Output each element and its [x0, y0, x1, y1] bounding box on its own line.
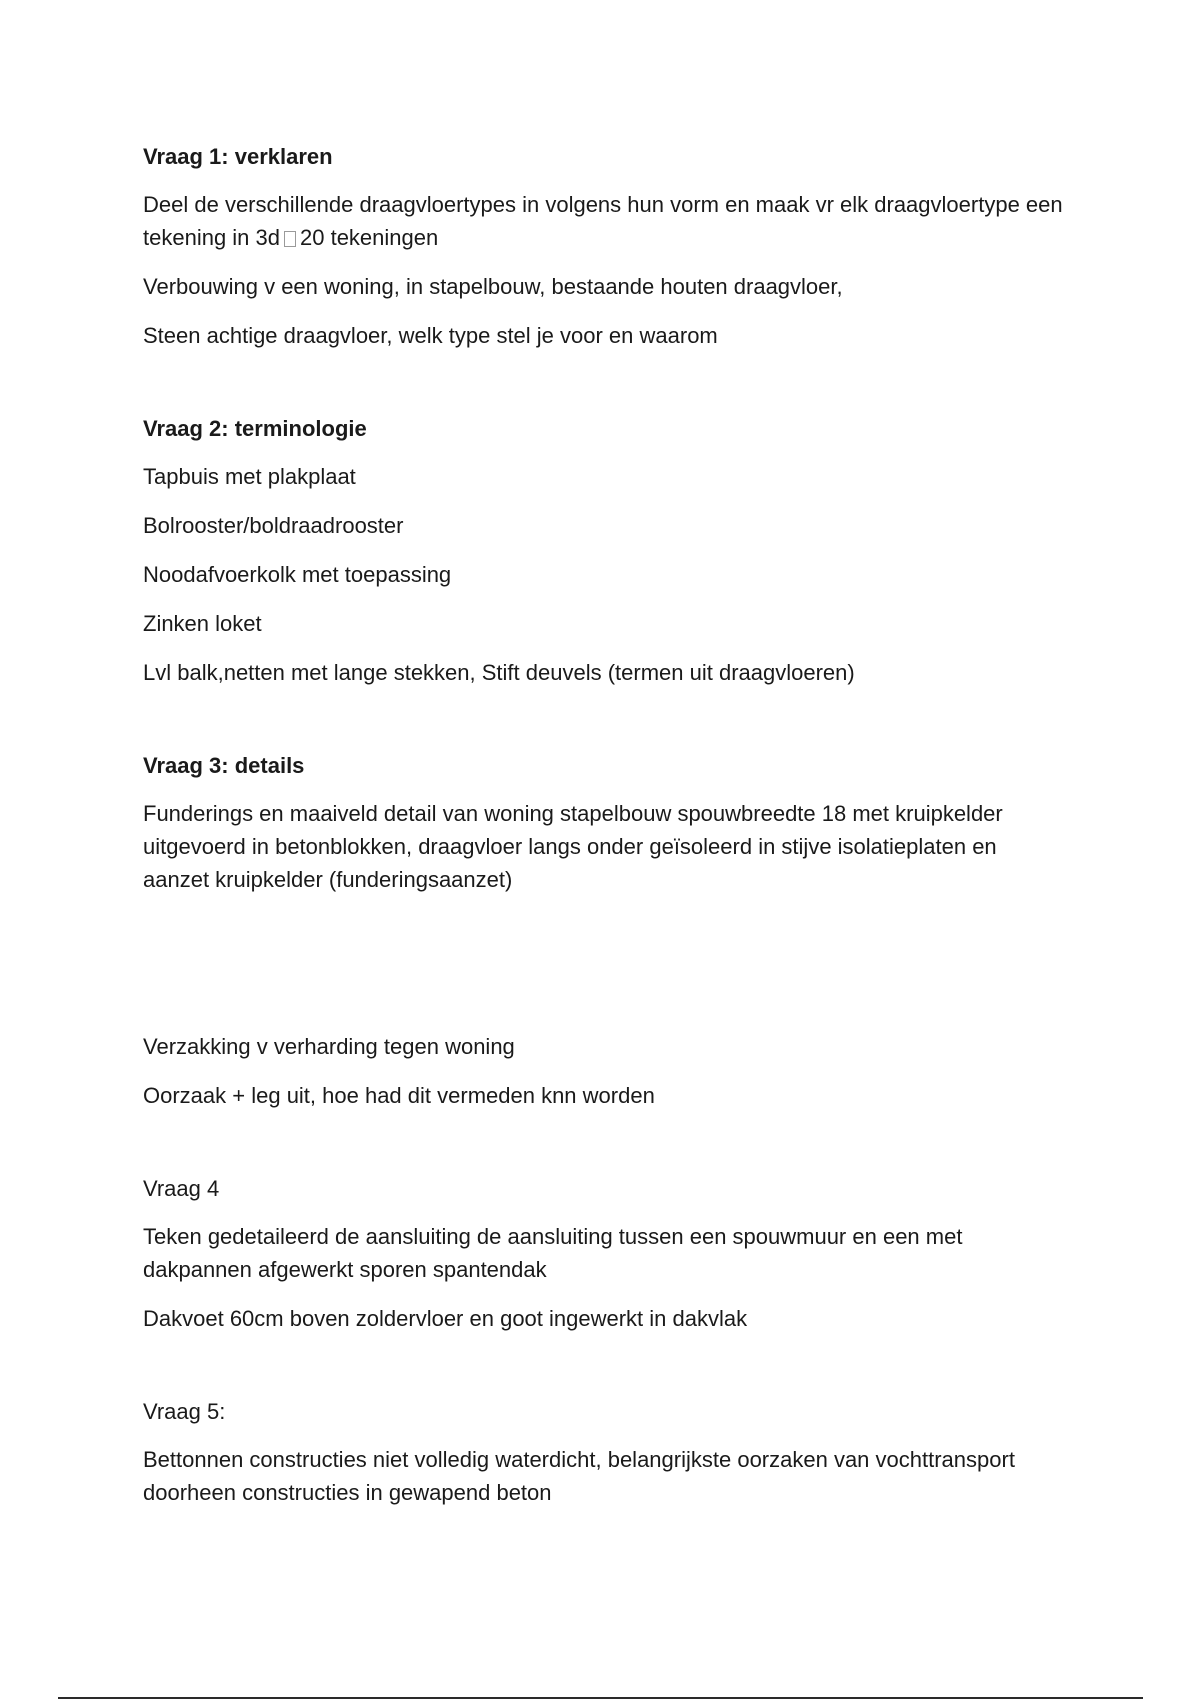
question-1-line-1-text: Deel de verschillende draagvloertypes in volgens hun vorm en maak vr elk draagvloertype een tekening in 3d: [143, 192, 1063, 250]
question-3-heading: Vraag 3: details: [143, 753, 305, 778]
question-1-line-3: Steen achtige draagvloer, welk type stel je voor en waarom: [143, 323, 718, 348]
question-3-line-2: Verzakking v verharding tegen woning: [143, 1034, 515, 1059]
question-1-line-1-tail: 20 tekeningen: [300, 225, 439, 250]
spacer: [143, 368, 1063, 414]
question-3-line-3: Oorzaak + leg uit, hoe had dit vermeden knn worden: [143, 1083, 655, 1108]
question-2-heading: Vraag 2: terminologie: [143, 416, 367, 441]
question-3-line-1: Funderings en maaiveld detail van woning stapelbouw spouwbreedte 18 met kruipkelder uitgevoerd in betonblokken, draagvloer langs onder geïsoleerd in stijve isolatieplaten en aanzet kruipkelder (funderingsaanzet): [143, 801, 1003, 892]
spacer: [143, 1128, 1063, 1174]
question-1-line-1: [143, 188, 1063, 254]
question-2-line-2: Bolrooster/boldraadrooster: [143, 513, 404, 538]
question-1: [143, 142, 1063, 352]
spacer: [143, 705, 1063, 751]
missing-glyph-icon: [284, 231, 296, 247]
question-5-line-1: Bettonnen constructies niet volledig waterdicht, belangrijkste oorzaken van vochttransport doorheen constructies in gewapend beton: [143, 1447, 1015, 1505]
question-4-line-1: Teken gedetaileerd de aansluiting de aansluiting tussen een spouwmuur en een met dakpannen afgewerkt sporen spantendak: [143, 1224, 963, 1282]
question-2-line-4: Zinken loket: [143, 611, 262, 636]
question-1-line-2: Verbouwing v een woning, in stapelbouw, bestaande houten draagvloer,: [143, 274, 843, 299]
question-1-heading: Vraag 1: verklaren: [143, 144, 333, 169]
question-5-heading: Vraag 5:: [143, 1399, 226, 1424]
question-2-line-3: Noodafvoerkolk met toepassing: [143, 562, 452, 587]
question-5: [143, 1397, 1063, 1509]
question-4: [143, 1174, 1063, 1335]
question-4-heading: Vraag 4: [143, 1176, 220, 1201]
document-content: [143, 142, 1063, 1525]
spacer: [143, 912, 1063, 1030]
question-2-line-1: Tapbuis met plakplaat: [143, 464, 356, 489]
question-3: [143, 751, 1063, 1112]
question-4-line-2: Dakvoet 60cm boven zoldervloer en goot ingewerkt in dakvlak: [143, 1306, 748, 1331]
question-2-line-5: Lvl balk,netten met lange stekken, Stift deuvels (termen uit draagvloeren): [143, 660, 855, 685]
question-2: [143, 414, 1063, 689]
spacer: [143, 1351, 1063, 1397]
page-bottom-rule: [58, 1697, 1143, 1699]
